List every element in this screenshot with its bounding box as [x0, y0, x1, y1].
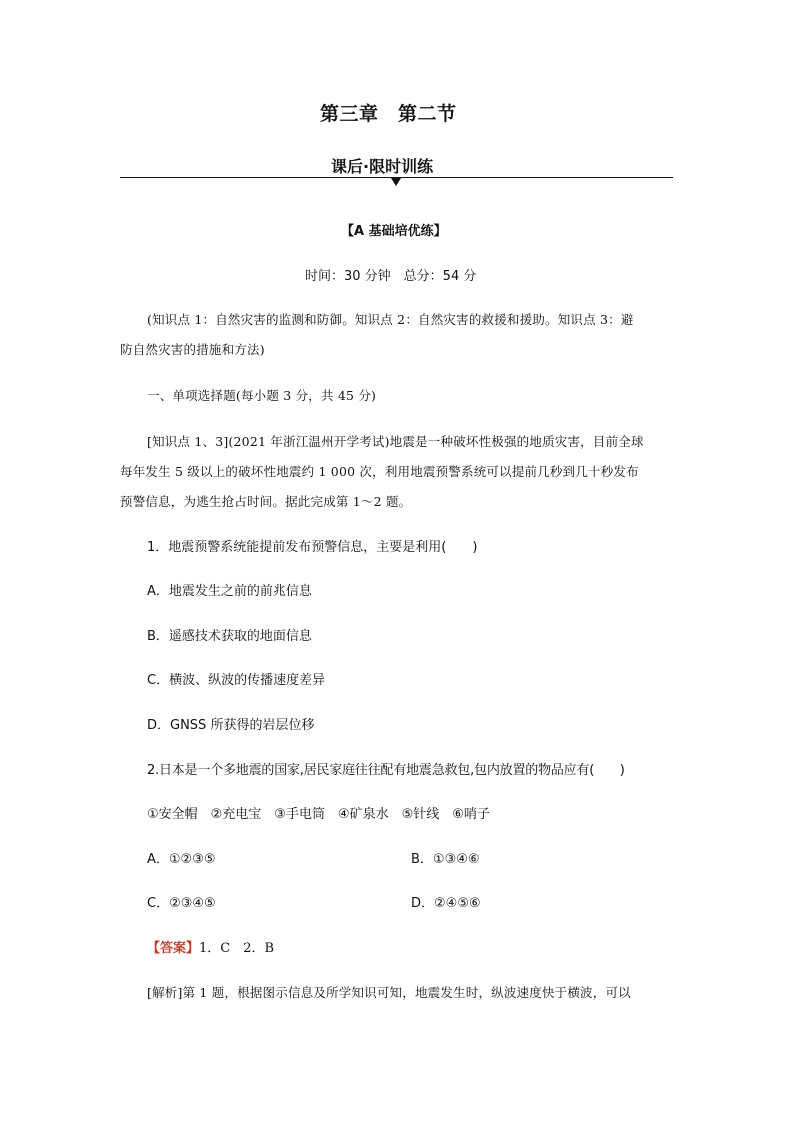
- question-2-option-b: B．①③④⑥: [411, 852, 480, 867]
- page-title: 第三章 第二节: [320, 103, 457, 125]
- knowledge-points-line: (知识点 1：自然灾害的监测和防御。知识点 2：自然灾害的救援和援助。知识点 3：避: [147, 312, 634, 327]
- question-2-items: ①安全帽 ②充电宝 ③手电筒 ④矿泉水 ⑤针线 ⑥哨子: [147, 807, 490, 822]
- answer-line: [147, 937, 274, 956]
- page-subtitle: 课后·限时训练: [331, 157, 434, 176]
- intro-line: 预警信息，为逃生抢占时间。据此完成第 1～2 题。: [120, 494, 412, 509]
- intro-line: 每年发生 5 级以上的破坏性地震约 1 000 次，利用地震预警系统可以提前几秒到几十秒发布: [120, 464, 639, 479]
- question-1-option-d: D．GNSS 所获得的岩层位移: [147, 718, 315, 733]
- intro-line: [知识点 1、3](2021 年浙江温州开学考试)地震是一种破坏性极强的地质灾害，目前全球: [147, 434, 644, 449]
- question-1-option-b: B．遥感技术获取的地面信息: [147, 629, 312, 644]
- answer-tag: 【答案】: [147, 941, 200, 956]
- question-2-option-a: A．①②③⑤: [147, 852, 216, 867]
- part-heading: 一、单项选择题(每小题 3 分，共 45 分): [147, 388, 377, 403]
- knowledge-points-line: 防自然灾害的措施和方法): [120, 342, 265, 357]
- answer-text: 1．C 2．B: [199, 941, 275, 956]
- header-triangle-marker: [391, 178, 401, 186]
- time-info: 时间：30 分钟 总分：54 分: [305, 269, 477, 284]
- question-2-option-d: D．②④⑤⑥: [411, 896, 481, 911]
- question-2-stem: 2.日本是一个多地震的国家,居民家庭往往配有地震急救包,包内放置的物品应有( ): [147, 763, 625, 778]
- question-1-option-c: C．横波、纵波的传播速度差异: [147, 673, 326, 688]
- analysis-line: [解析]第 1 题，根据图示信息及所学知识可知，地震发生时，纵波速度快于横波，可以: [147, 985, 631, 1000]
- section-name: 【A 基础培优练】: [341, 224, 447, 239]
- question-2-option-c: C．②③④⑤: [147, 896, 216, 911]
- question-1-stem: 1．地震预警系统能提前发布预警信息，主要是利用( ): [147, 540, 478, 555]
- question-1-option-a: A．地震发生之前的前兆信息: [147, 584, 312, 599]
